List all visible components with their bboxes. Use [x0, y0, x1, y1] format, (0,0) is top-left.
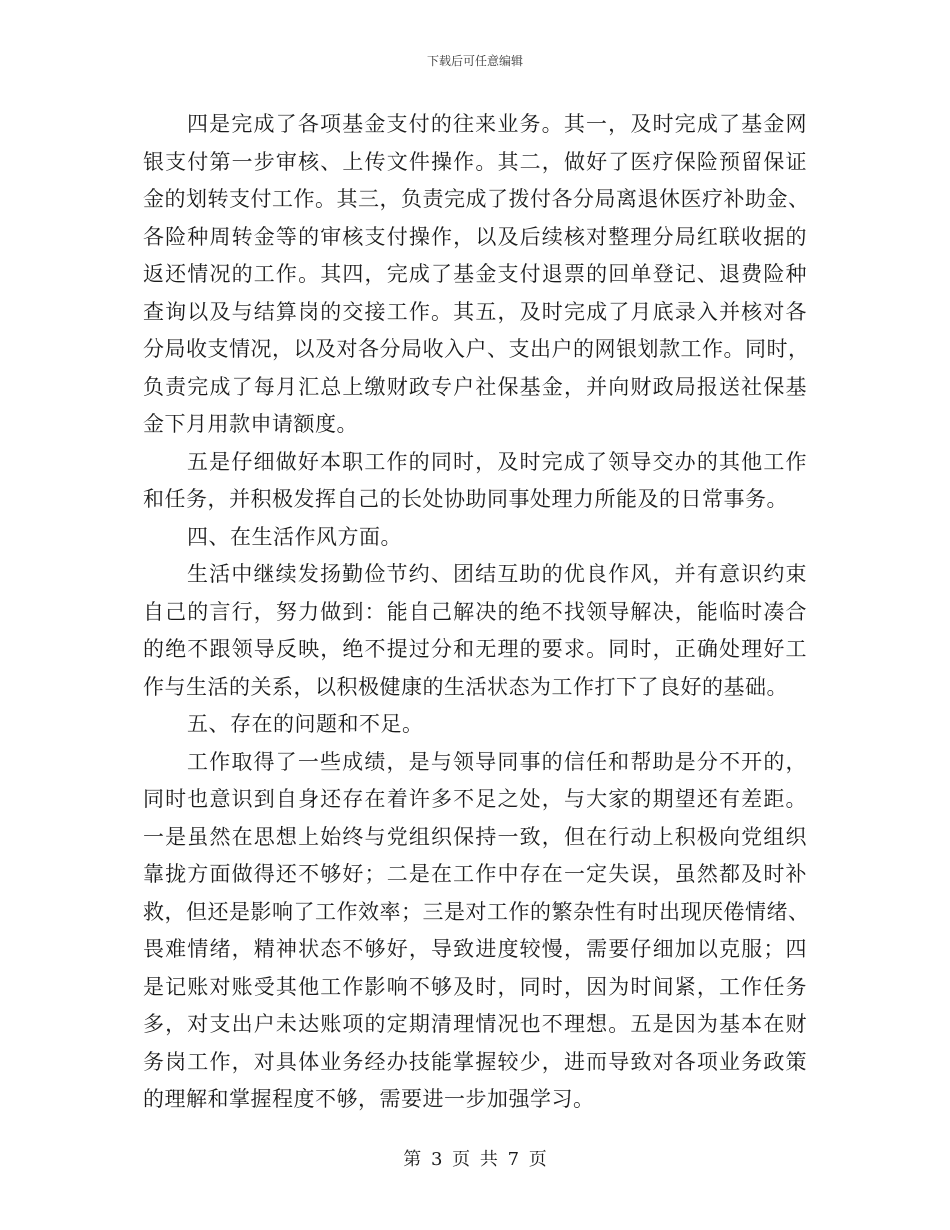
text-line: 和任务，并积极发挥自己的长处协助同事处理力所能及的日常事务。: [143, 487, 788, 511]
page-number-footer: 第 3 页 共 7 页: [403, 1149, 547, 1170]
text-line: 四、在生活作风方面。: [187, 524, 402, 549]
text-line: 自己的言行，努力做到：能自己解决的绝不找领导解决，能临时凑合: [143, 599, 807, 624]
text-line: 四是完成了各项基金支付的往来业务。其一，及时完成了基金网: [187, 112, 807, 136]
text-line: 救，但还是影响了工作效率；三是对工作的繁杂性有时出现厌倦情绪、: [143, 899, 810, 924]
text-line: 工作取得了一些成绩，是与领导同事的信任和帮助是分不开的，: [187, 749, 807, 774]
text-line: 查询以及与结算岗的交接工作。其五，及时完成了月底录入并核对各: [143, 299, 807, 324]
text-line: 生活中继续发扬勤俭节约、团结互助的优良作风，并有意识约束: [187, 562, 807, 586]
text-line: 同时也意识到自身还存在着许多不足之处，与大家的期望还有差距。: [143, 787, 807, 811]
text-line: 负责完成了每月汇总上缴财政专户社保基金，并向财政局报送社保基: [143, 374, 807, 399]
text-line: 的理解和掌握程度不够，需要进一步加强学习。: [143, 1087, 595, 1111]
text-line: 各险种周转金等的审核支付操作，以及后续核对整理分局红联收据的: [143, 224, 807, 249]
text-line: 作与生活的关系，以积极健康的生活状态为工作打下了良好的基础。: [143, 674, 788, 699]
page-header-note: 下载后可任意编辑: [426, 54, 523, 68]
document-body: [143, 106, 810, 1119]
text-line: 五、存在的问题和不足。: [187, 712, 424, 736]
text-line: 金下月用款申请额度。: [143, 412, 358, 436]
text-line: 务岗工作，对具体业务经办技能掌握较少，进而导致对各项业务政策: [143, 1049, 807, 1074]
text-line: 返还情况的工作。其四，完成了基金支付退票的回单登记、退费险种: [143, 262, 807, 286]
text-line: 靠拢方面做得还不够好；二是在工作中存在一定失误，虽然都及时补: [143, 862, 807, 886]
text-line: 畏难情绪，精神状态不够好，导致进度较慢，需要仔细加以克服；四: [143, 937, 807, 961]
text-line: 一是虽然在思想上始终与党组织保持一致，但在行动上积极向党组织: [143, 824, 807, 849]
text-line: 五是仔细做好本职工作的同时，及时完成了领导交办的其他工作: [187, 449, 807, 474]
text-line: 分局收支情况，以及对各分局收入户、支出户的网银划款工作。同时，: [143, 337, 810, 361]
text-line: 金的划转支付工作。其三，负责完成了拨付各分局离退休医疗补助金、: [143, 187, 810, 211]
text-line: 银支付第一步审核、上传文件操作。其二，做好了医疗保险预留保证: [143, 149, 807, 174]
text-line: 是记账对账受其他工作影响不够及时，同时，因为时间紧，工作任务: [143, 974, 807, 999]
text-line: 的绝不跟领导反映，绝不提过分和无理的要求。同时，正确处理好工: [143, 637, 807, 661]
text-line: 多，对支出户未达账项的定期清理情况也不理想。五是因为基本在财: [143, 1012, 807, 1036]
